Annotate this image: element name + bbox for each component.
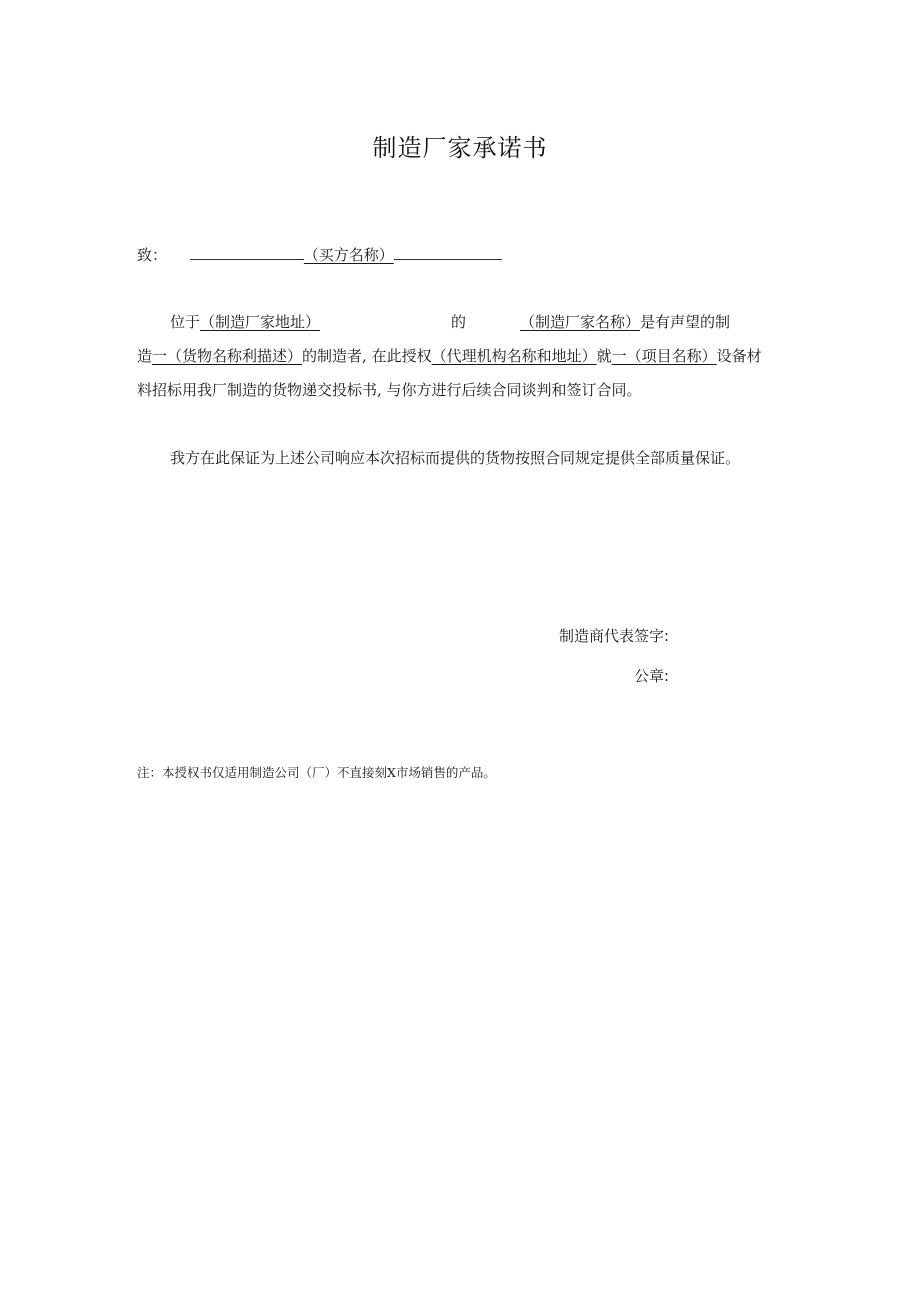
para1-line2 — [137, 346, 762, 366]
para1-of: 的 — [451, 313, 467, 331]
addressee-line — [137, 245, 502, 265]
para1-line2-mid2: 就 — [596, 347, 612, 365]
buyer-name-placeholder: （买方名称） — [303, 246, 394, 264]
para1-line1 — [170, 312, 320, 332]
para1-lead: 位于 — [170, 313, 201, 331]
project-name-placeholder: 一（项目名称） — [611, 347, 717, 365]
para1-line1-right — [520, 312, 730, 332]
document-title: 制造厂家承诺书 — [372, 134, 548, 162]
para2-guarantee: 我方在此保证为上述公司响应本次招标而提供的货物按照合同规定提供全部质量保证。 — [170, 449, 741, 467]
manufacturer-address-placeholder: （制造厂家地址） — [200, 313, 321, 331]
official-seal-label: 公章: — [633, 667, 669, 685]
footnote: 注：本授权书仅适用制造公司（厂）不直接刻X市场销售的产品。 — [137, 765, 496, 780]
para1-line1-tail: 是有声望的制 — [640, 313, 731, 331]
goods-description-placeholder: 一（货物名称利描述） — [152, 347, 303, 365]
agent-name-address-placeholder: （代理机构名称和地址） — [431, 347, 597, 365]
representative-signature-label: 制造商代表签字: — [558, 627, 669, 645]
addressee-prefix: 致： — [137, 246, 168, 264]
manufacturer-name-placeholder: （制造厂家名称） — [520, 313, 641, 331]
para1-line2-lead: 造 — [137, 347, 153, 365]
addressee-blank-left — [190, 245, 304, 260]
addressee-blank-right — [394, 245, 502, 260]
para1-line3: 料招标用我厂制造的货物递交投标书, 与你方进行后续合同谈判和签订合同。 — [137, 381, 642, 399]
para1-line2-tail: 设备材 — [716, 347, 762, 365]
para1-line2-mid1: 的制造者, 在此授权 — [302, 347, 432, 365]
